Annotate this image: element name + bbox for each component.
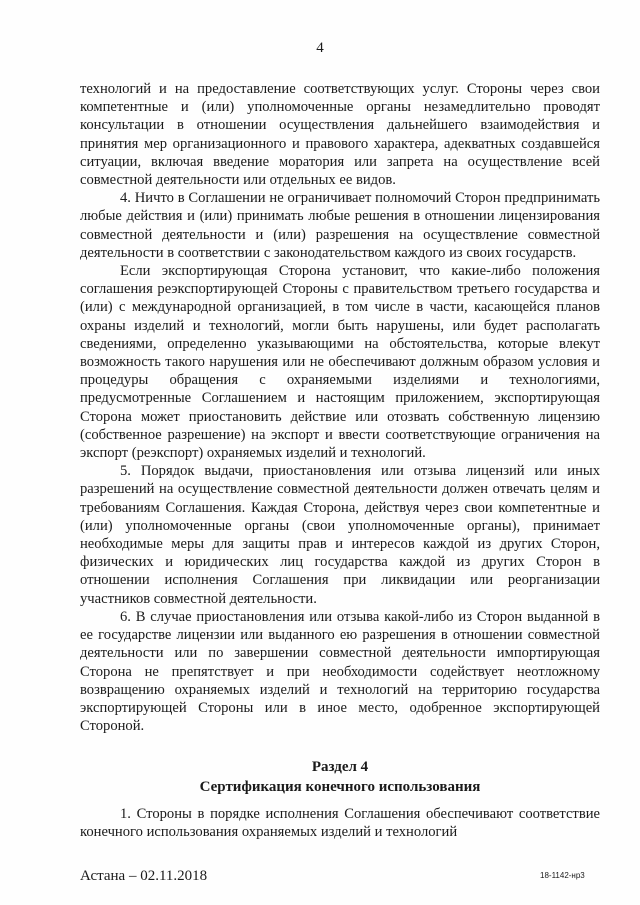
paragraph-export-party: Если экспортирующая Сторона установит, что какие-либо положения соглашения реэкспортирующей Стороны с правительством третьего государства и (или) с международной организацией, в том числе в части, касающейся планов охраны изделий и технологий, могли быть нарушены, или будет располагать сведениями, определенно указывающими на обстоятельства, которые влекут возможность такого нарушения или не обеспечивают должным образом условия и процедуры обращения с охраняемыми изделиями и технологиями, предусмотренные Соглашением и настоящим приложением, экспортирующая Сторона может приостановить действие или отозвать собственную лицензию (собственное разрешение) на экспорт и ввести соответствующие ограничения на экспорт (реэкспорт) охраняемых изделий и технологий. xyxy=(80,263,600,462)
section-number: Раздел 4 xyxy=(311,759,369,775)
paragraph-item-5: 5. Порядок выдачи, приостановления или отзыва лицензий или иных разрешений на осуществление совместной деятельности должен отвечать целям и требованиям Соглашения. Каждая Сторона, действуя через свои компетентные и (или) уполномоченные органы (свои уполномоченные органы), принимает необходимые меры для защиты прав и интересов каждой из других Сторон, физических и юридических лиц государства каждой из других Сторон в отношении исполнения Соглашения при ликвидации или реорганизации участников совместной деятельности. xyxy=(80,463,600,607)
paragraph-item-4: 4. Ничто в Соглашении не ограничивает полномочий Сторон предпринимать любые действия и (или) принимать любые решения в отношении лицензирования совместной деятельности и (или) разрешения на осуществление совместной деятельности в соответствии с законодательством каждого из своих государств. xyxy=(80,190,600,261)
paragraph-continuation: технологий и на предоставление соответствующих услуг. Стороны через свои компетентные и (или) уполномоченные органы незамедлительно проводят консультации в отношении осуществления дальнейшего взаимодействия и принятия мер организационного и правового характера, адекватных создавшейся ситуации, включая введение моратория или запрета на осуществление всей совместной деятельности или отдельных ее видов. xyxy=(80,81,600,189)
section-paragraph-1: 1. Стороны в порядке исполнения Соглашения обеспечивают соответствие конечного использования охраняемых изделий и технологий xyxy=(80,806,600,841)
body-text xyxy=(80,80,600,735)
section-heading xyxy=(0,757,640,797)
page-number: 4 xyxy=(316,40,324,56)
footer-doc-code: 18-1142-нр3 xyxy=(540,871,585,880)
section-title: Сертификация конечного использования xyxy=(199,779,481,795)
footer-place-date: Астана – 02.11.2018 xyxy=(80,868,208,884)
paragraph-item-6: 6. В случае приостановления или отзыва какой-либо из Сторон выданной в ее государстве лицензии или выданного ею разрешения в отношении совместной деятельности или по завершении совместной деятельности импортирующая Сторона не препятствует и при необходимости содействует неотложному возвращению охраняемых изделий и технологий на территорию государства экспортирующей Стороны или в иное место, одобренное экспортирующей Стороной. xyxy=(80,608,600,735)
section-body xyxy=(80,805,600,841)
